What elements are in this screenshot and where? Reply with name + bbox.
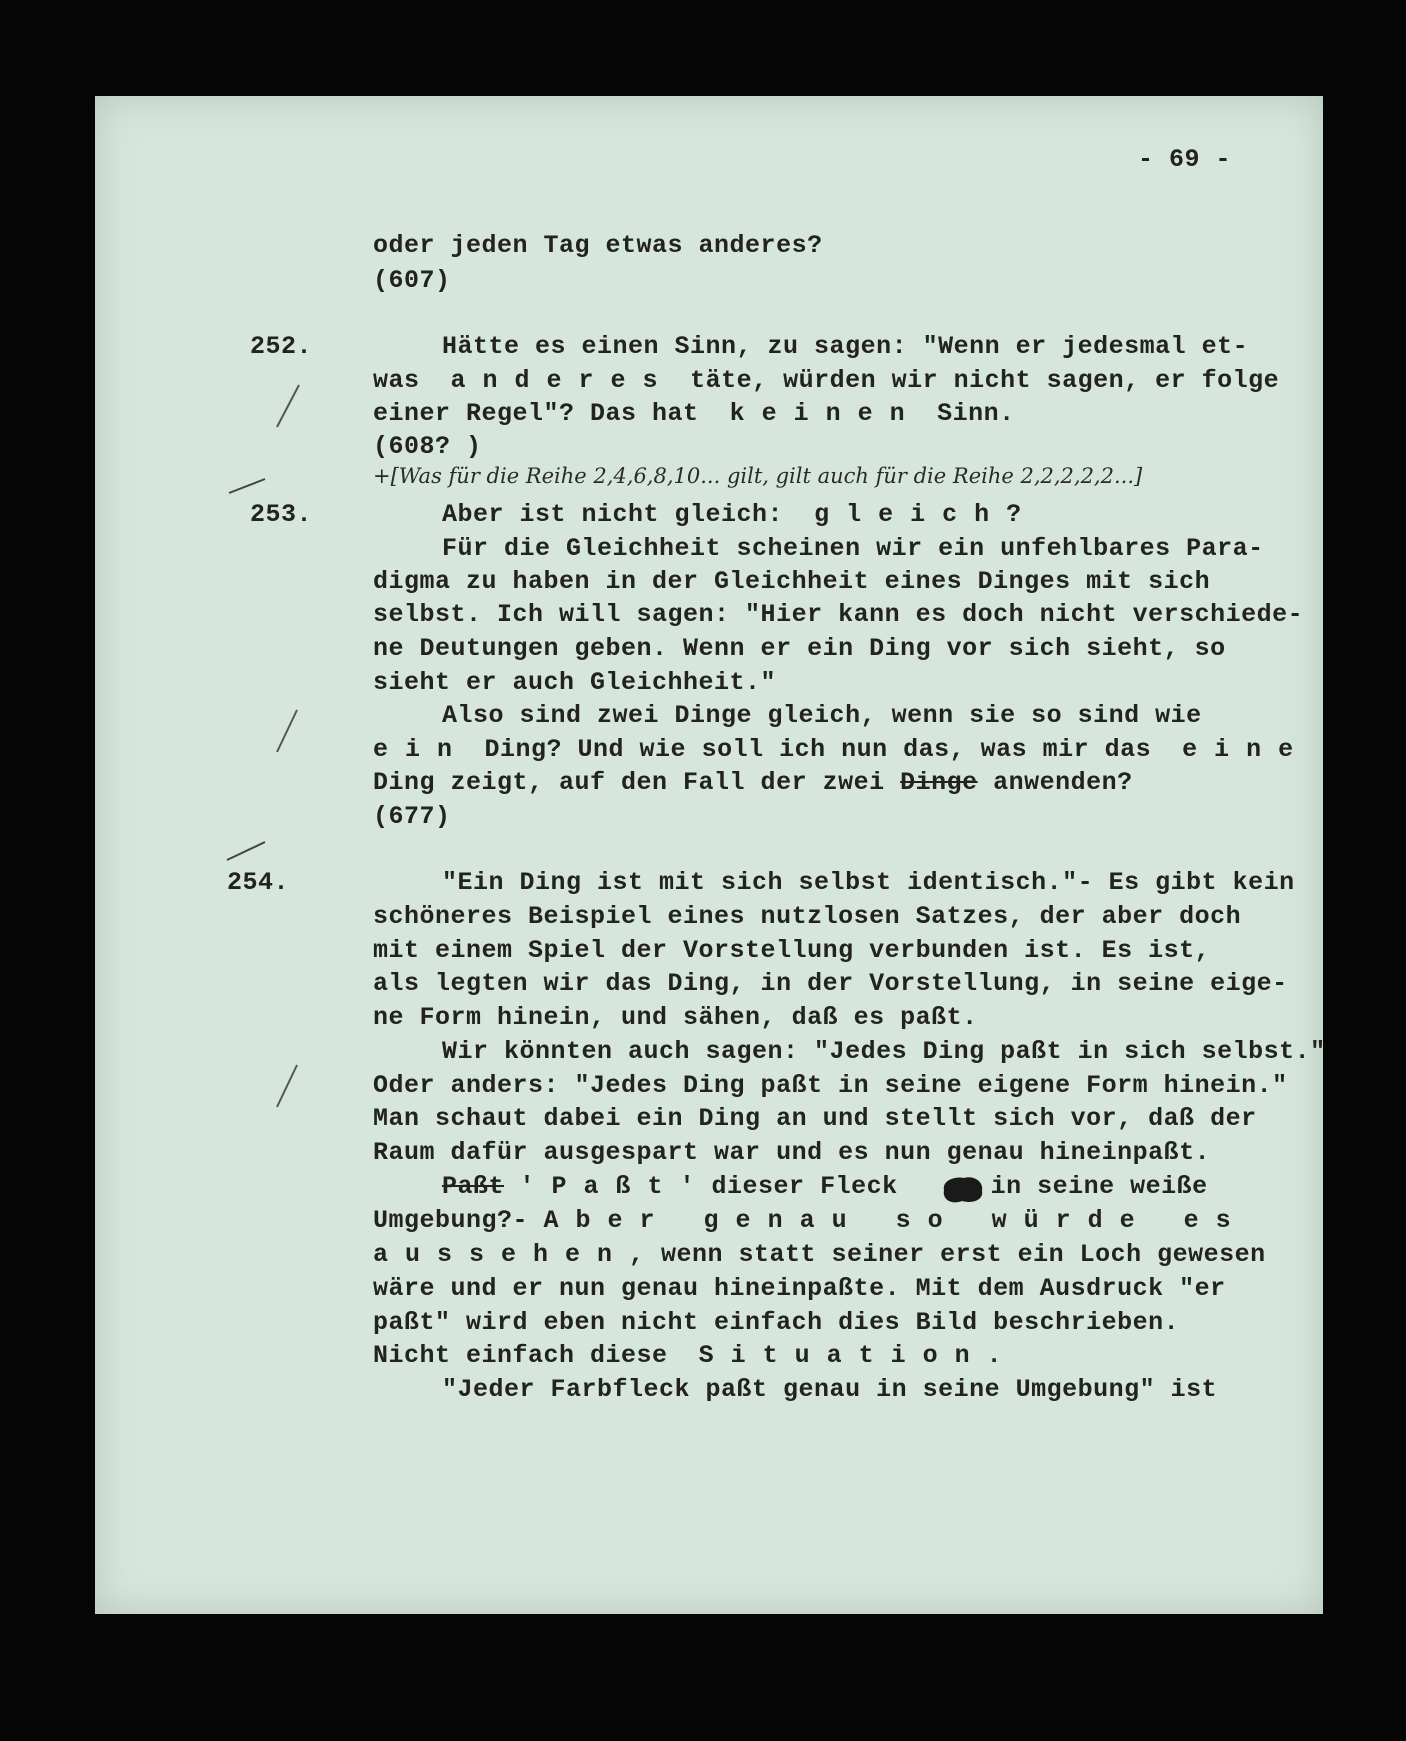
- text-line: ne Form hinein, und sähen, daß es paßt.: [373, 1003, 978, 1032]
- text-line: Umgebung?- Aber genau so würde es: [373, 1206, 1248, 1235]
- text-line: was anderes täte, würden wir nicht sagen, er folge: [373, 366, 1280, 395]
- text-line: (608? ): [373, 432, 482, 461]
- text-line: schöneres Beispiel eines nutzlosen Satzes, der aber doch: [373, 902, 1242, 931]
- margin-slash-mark: [273, 381, 303, 431]
- text-line: "Jeder Farbfleck paßt genau in seine Umgebung" ist: [442, 1375, 1218, 1404]
- text-line: Hätte es einen Sinn, zu sagen: "Wenn er jedesmal et-: [442, 332, 1249, 361]
- margin-slash-mark: [271, 706, 301, 756]
- text-line: oder jeden Tag etwas anderes?: [373, 231, 823, 260]
- text-line: Ding zeigt, auf den Fall der zwei Dinge anwenden?: [373, 768, 1133, 797]
- struck-word: Dinge: [900, 768, 978, 797]
- handwritten-insertion: +[Was für die Reihe 2,4,6,8,10... gilt, gilt auch für die Reihe 2,2,2,2,2...]: [373, 464, 1143, 488]
- text-line: ne Deutungen geben. Wenn er ein Ding vor sich sieht, so: [373, 634, 1226, 663]
- text-line: als legten wir das Ding, in der Vorstellung, in seine eige-: [373, 969, 1288, 998]
- margin-slash-mark: [271, 1061, 301, 1111]
- text-line: Oder anders: "Jedes Ding paßt in seine eigene Form hinein.": [373, 1071, 1288, 1100]
- remark-number-253: 253.: [250, 500, 313, 529]
- struck-word: Paßt: [442, 1172, 505, 1201]
- text-line: Paßt 'Paßt'dieser Fleck in seine weiße: [442, 1172, 1208, 1201]
- page-number: - 69 -: [1138, 145, 1232, 174]
- text-line: "Ein Ding ist mit sich selbst identisch."- Es gibt kein: [442, 868, 1295, 897]
- margin-tick-mark: [223, 836, 271, 866]
- remark-number-254: 254.: [227, 868, 290, 897]
- margin-tick-mark: [225, 471, 271, 501]
- text-line: aussehen,wenn statt seiner erst ein Loch gewesen: [373, 1240, 1266, 1269]
- text-line: mit einem Spiel der Vorstellung verbunden ist. Es ist,: [373, 936, 1211, 965]
- text-line: paßt" wird eben nicht einfach dies Bild beschrieben.: [373, 1308, 1180, 1337]
- text-line: Nicht einfach diese Situation.: [373, 1341, 1019, 1370]
- text-line: digma zu haben in der Gleichheit eines Dinges mit sich: [373, 567, 1211, 596]
- ink-blot: [938, 1174, 988, 1206]
- text-line: (677): [373, 802, 451, 831]
- remark-number-252: 252.: [250, 332, 313, 361]
- text-line: Raum dafür ausgespart war und es nun genau hineinpaßt.: [373, 1138, 1211, 1167]
- text-line: wäre und er nun genau hineinpaßte. Mit dem Ausdruck "er: [373, 1274, 1226, 1303]
- text-line: einer Regel"? Das hat keinen Sinn.: [373, 399, 1015, 428]
- text-line: Wir könnten auch sagen: "Jedes Ding paßt in sich selbst.": [442, 1037, 1326, 1066]
- text-line: Man schaut dabei ein Ding an und stellt sich vor, daß der: [373, 1104, 1257, 1133]
- text-line: Also sind zwei Dinge gleich, wenn sie so sind wie: [442, 701, 1202, 730]
- text-line: Aber ist nicht gleich: gleich?: [442, 500, 1039, 529]
- text-line: ein Ding? Und wie soll ich nun das, was mir das eine: [373, 735, 1311, 764]
- text-line: sieht er auch Gleichheit.": [373, 668, 777, 697]
- text-line: Für die Gleichheit scheinen wir ein unfehlbares Para-: [442, 534, 1264, 563]
- typescript-page: [95, 96, 1326, 1614]
- text-line: (607): [373, 266, 451, 295]
- text-line: selbst. Ich will sagen: "Hier kann es doch nicht verschiede-: [373, 600, 1304, 629]
